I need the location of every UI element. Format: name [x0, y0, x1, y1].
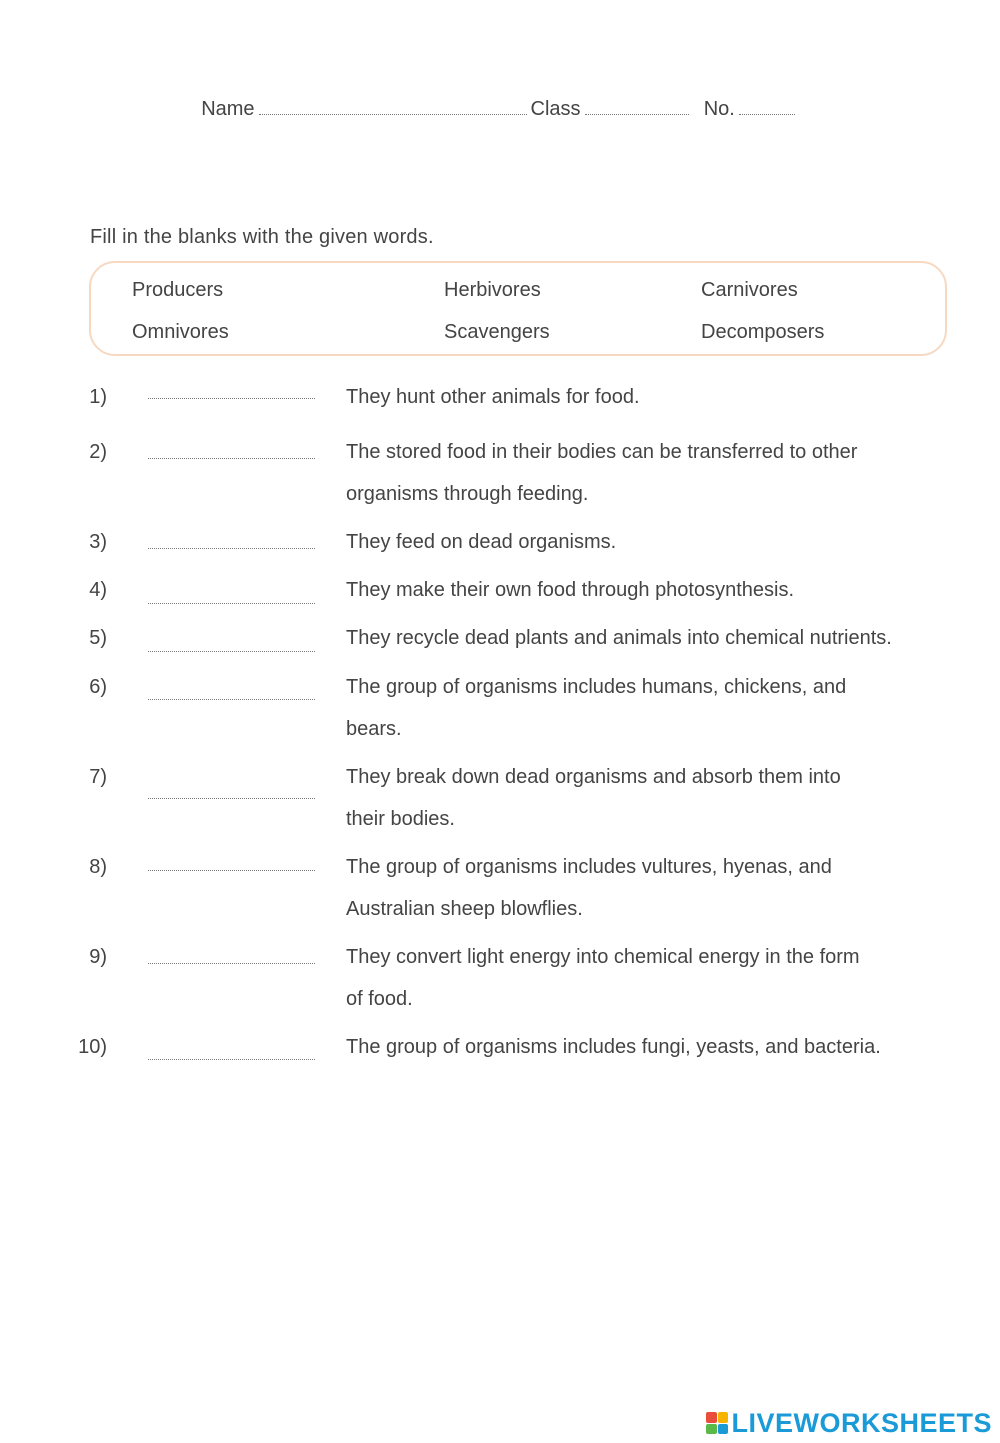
question-number: 3) — [89, 531, 107, 553]
name-blank[interactable] — [259, 114, 527, 115]
word-bank-item: Producers — [132, 279, 224, 301]
answer-blank[interactable] — [148, 603, 315, 604]
question-line: The stored food in their bodies can be transferred to other — [346, 441, 858, 463]
question-text — [346, 521, 953, 563]
question-line: organisms through feeding. — [346, 483, 589, 505]
question-line: They feed on dead organisms. — [346, 531, 617, 553]
question-number: 8) — [89, 856, 107, 878]
question-number: 4) — [89, 579, 107, 601]
question-number: 9) — [89, 946, 107, 968]
word-bank-item: Scavengers — [444, 321, 550, 343]
question-text — [346, 1026, 953, 1068]
question-line: The group of organisms includes humans, chickens, and — [346, 676, 847, 698]
word-bank — [89, 261, 947, 356]
question-line: The group of organisms includes vultures, hyenas, and — [346, 856, 832, 878]
question-text — [346, 569, 953, 611]
word-bank-item: Carnivores — [701, 279, 798, 301]
question-text — [346, 666, 953, 750]
question-text — [346, 431, 953, 515]
question-number: 2) — [89, 441, 107, 463]
question-line: They hunt other animals for food. — [346, 386, 640, 408]
logo-square — [706, 1424, 717, 1435]
answer-blank[interactable] — [148, 458, 315, 459]
question-line: bears. — [346, 718, 402, 740]
question-number: 1) — [89, 386, 107, 408]
answer-blank[interactable] — [148, 798, 315, 799]
student-info-header — [0, 98, 1000, 121]
liveworksheets-logo-icon — [706, 1412, 728, 1434]
question-text — [346, 846, 953, 930]
class-blank[interactable] — [585, 114, 689, 115]
question-text — [346, 936, 953, 1020]
question-text — [346, 617, 953, 659]
question-text — [346, 376, 953, 418]
question-line: They convert light energy into chemical energy in the form — [346, 946, 860, 968]
answer-blank[interactable] — [148, 1059, 315, 1060]
word-bank-item: Omnivores — [132, 321, 229, 343]
question-text — [346, 756, 953, 840]
liveworksheets-brand[interactable] — [706, 1409, 992, 1437]
question-line: They recycle dead plants and animals into chemical nutrients. — [346, 627, 892, 649]
answer-blank[interactable] — [148, 398, 315, 399]
question-number: 6) — [89, 676, 107, 698]
question-line: The group of organisms includes fungi, yeasts, and bacteria. — [346, 1036, 881, 1058]
question-line: their bodies. — [346, 808, 455, 830]
answer-blank[interactable] — [148, 651, 315, 652]
question-line: Australian sheep blowflies. — [346, 898, 583, 920]
question-line: They make their own food through photosynthesis. — [346, 579, 795, 601]
brand-name: LIVEWORKSHEETS — [731, 1407, 992, 1438]
logo-square — [718, 1412, 729, 1423]
answer-blank[interactable] — [148, 699, 315, 700]
question-number: 10) — [78, 1036, 107, 1058]
number-blank[interactable] — [739, 114, 795, 115]
question-line: They break down dead organisms and absorb them into — [346, 766, 841, 788]
logo-square — [718, 1424, 729, 1435]
question-line: of food. — [346, 988, 413, 1010]
number-label: No. — [703, 98, 735, 120]
class-label: Class — [530, 98, 581, 120]
answer-blank[interactable] — [148, 870, 315, 871]
answer-blank[interactable] — [148, 548, 315, 549]
logo-square — [706, 1412, 717, 1423]
instruction-text: Fill in the blanks with the given words. — [90, 226, 434, 248]
word-bank-item: Decomposers — [701, 321, 825, 343]
answer-blank[interactable] — [148, 963, 315, 964]
question-number: 7) — [89, 766, 107, 788]
word-bank-item: Herbivores — [444, 279, 541, 301]
question-number: 5) — [89, 627, 107, 649]
name-label: Name — [201, 98, 255, 120]
